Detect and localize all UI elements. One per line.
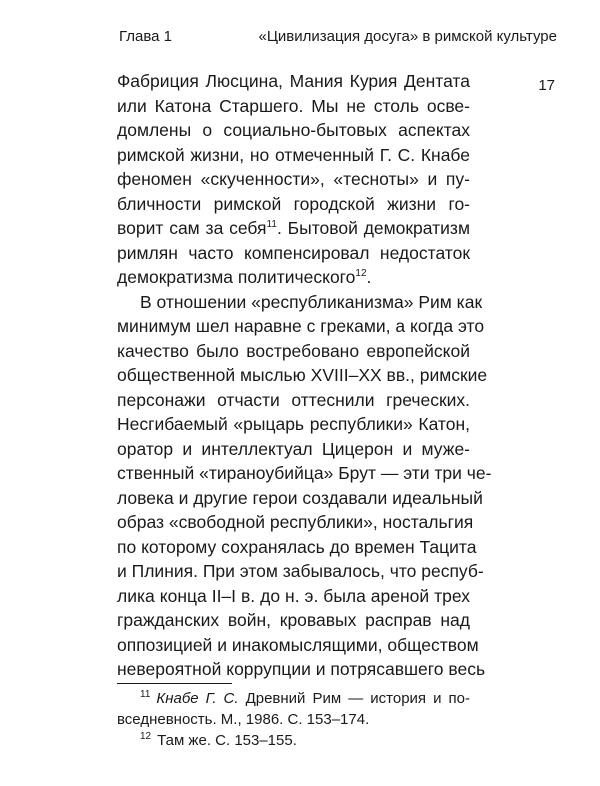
text-line: минимум шел наравне с греками, а когда это [117, 316, 485, 336]
footnote-number: 12 [140, 731, 152, 742]
text-fragment: . Бытовой демократизм [276, 218, 470, 238]
text-line: общественной мыслью XVIII–XX вв., римские [117, 365, 488, 385]
text-line: и Плиния. При этом забывалось, что респуб- [117, 561, 484, 581]
text-line: невероятной коррупции и потрясавшего весь [117, 659, 486, 679]
text-line: по которому сохранялась до времен Тацита [117, 536, 477, 557]
text-line: домлены о социально-бытовых аспектах [117, 120, 470, 140]
footnote-12 [117, 730, 470, 751]
footnote-divider [117, 683, 232, 684]
text-line: лика конца II–I в. до н. э. была ареной трех [117, 585, 470, 606]
page-number: 17 [538, 77, 555, 94]
text-line: оппозицией и инакомыслящими, обществом [117, 634, 479, 655]
text-fragment: ворит сам за себя [117, 218, 267, 238]
text-line: бличности римской городской жизни го- [117, 193, 470, 214]
footnote-11 [117, 688, 470, 709]
text-line: образ «свободной республики», ностальгия [117, 512, 474, 532]
footnote-number: 11 [140, 689, 151, 700]
footnote-11-continuation: вседневность. М., 1986. С. 153–174. [117, 711, 370, 728]
text-fragment: демократизма политического [117, 267, 356, 287]
running-title: «Цивилизация досуга» в римской культуре [258, 28, 557, 45]
text-line: феномен «скученности», «тесноты» и пу- [117, 169, 470, 189]
text-line: гражданских войн, кровавых расправ над [117, 610, 470, 630]
chapter-label: Глава 1 [119, 28, 173, 45]
text-line: персонажи отчасти оттеснили греческих. [117, 389, 470, 410]
text-line: римлян часто компенсировал недостаток [117, 242, 470, 263]
text-line: ственный «тираноубийца» Брут — эти три че- [117, 463, 492, 483]
footnote-author: Кнабе Г. С. [156, 690, 239, 707]
text-line: оратор и интеллектуал Цицерон и муже- [117, 438, 470, 459]
text-line: римской жизни, но отмеченный Г. С. Кнабе [117, 144, 470, 165]
footnote-text: Там же. С. 153–155. [157, 732, 297, 749]
footnote-ref-12[interactable]: 12 [355, 268, 367, 279]
footnotes [117, 688, 470, 751]
text-line: ловека и другие герои создавали идеальный [117, 487, 483, 508]
text-line: В отношении «республиканизма» Рим как [140, 291, 483, 312]
text-line: качество было востребовано европейской [117, 340, 470, 361]
text-line: или Катона Старшего. Мы не столь осве- [117, 95, 470, 116]
footnote-text: Древний Рим — история и по- [238, 690, 470, 707]
text-fragment: . [366, 267, 372, 287]
text-line [117, 216, 470, 241]
text-line [117, 265, 470, 290]
footnote-ref-11[interactable]: 11 [266, 219, 277, 230]
text-line: Фабриция Люсцина, Мания Курия Дентата [117, 71, 470, 91]
main-text [117, 69, 492, 682]
text-line: Несгибаемый «рыцарь республики» Катон, [117, 414, 470, 434]
